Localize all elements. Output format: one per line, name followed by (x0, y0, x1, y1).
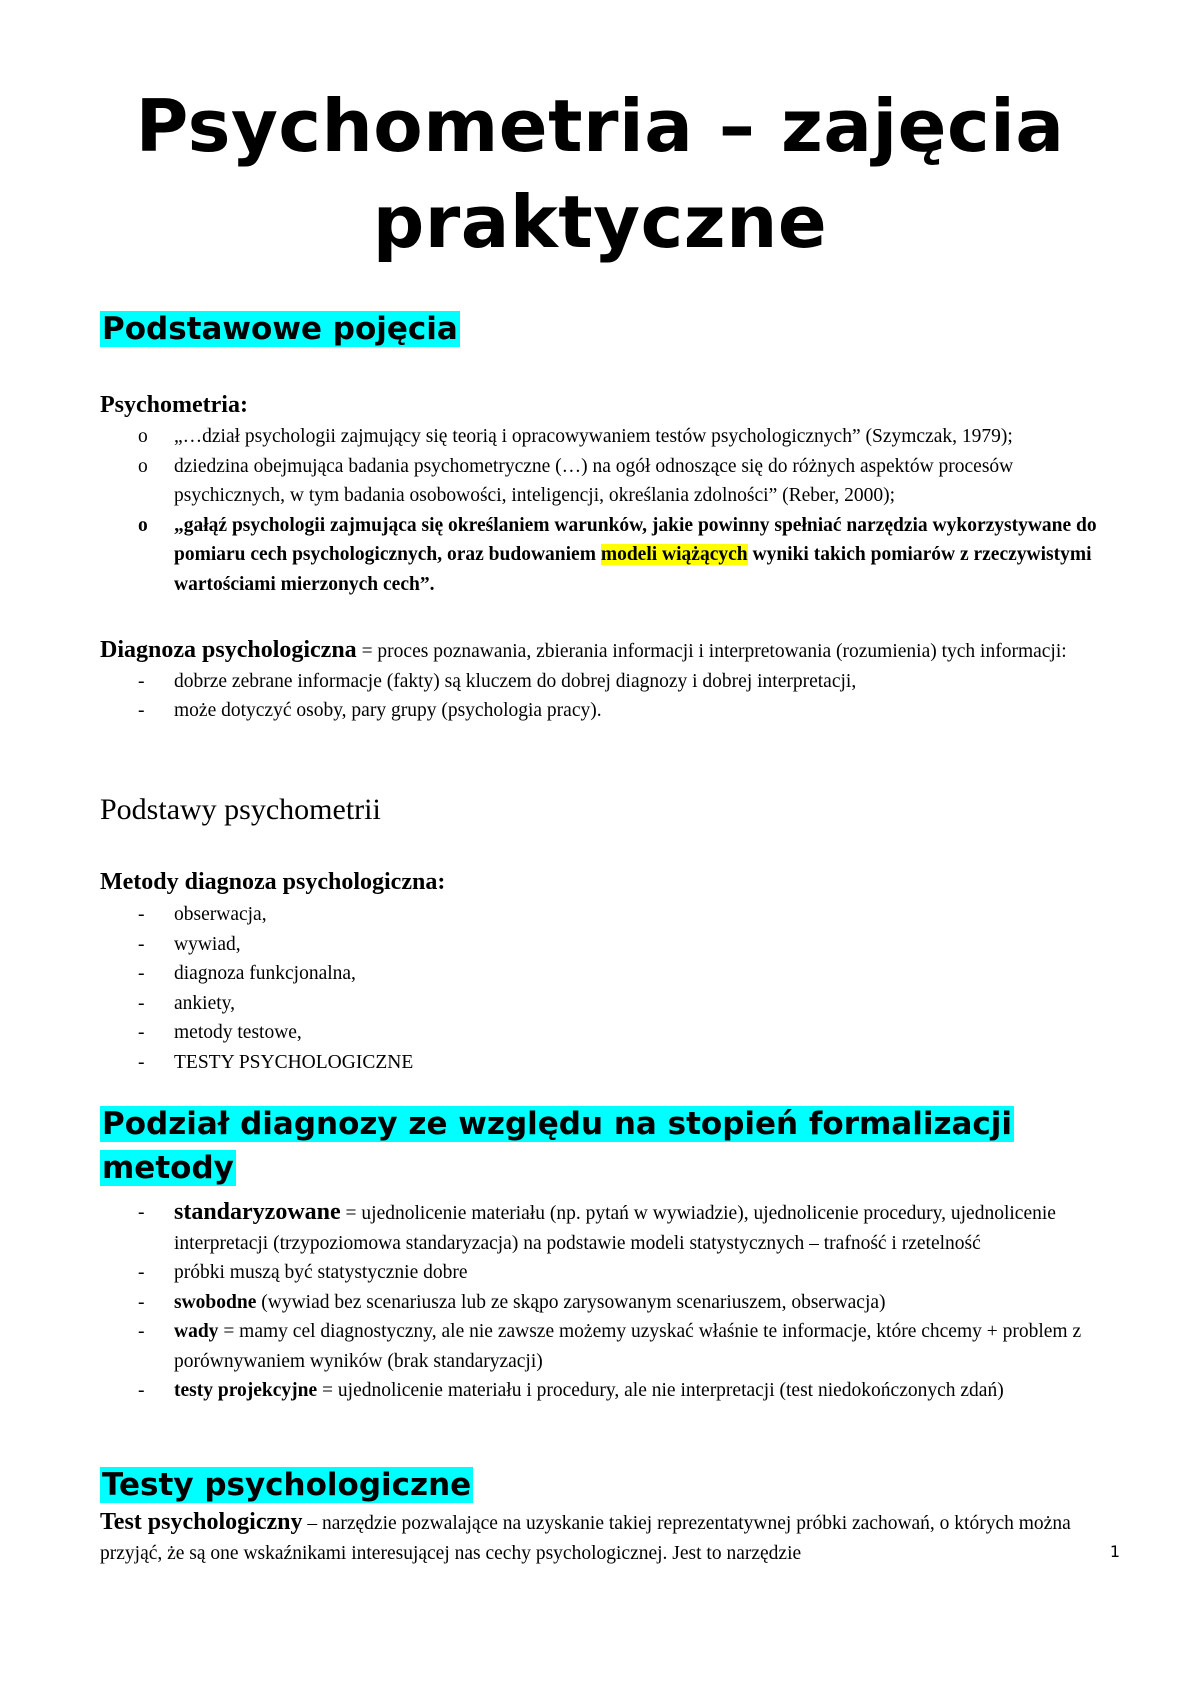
list-marker: - (138, 963, 145, 984)
list-item-text: „gałąź psychologii zajmująca się określaniem warunków, jakie powinny spełniać narzędzia wykorzystywane do pomiaru cech psychologicznych, oraz budowaniem (174, 514, 1097, 565)
list-item-text: = ujednolicenie materiału (np. pytań w wywiadzie), ujednolicenie procedury, ujednolicenie interpretacji (trzypoziomowa standaryzacja) na podstawie modeli statystycznych – trafność i rzetelność (174, 1203, 1056, 1254)
diagnoza-term: Diagnoza psychologiczna (100, 637, 357, 663)
podzial-block (100, 1198, 1120, 1406)
list-item (100, 667, 1120, 697)
test-definition-text: – narzędzie pozwalające na uzyskanie takiej reprezentatywnej próbki zachowań, o których można przyjąć, że są one wskaźnikami interesującej nas cechy psychologicznej. Jest to narzędzie (100, 1513, 1071, 1564)
document-title: Psychometria – zajęcia praktyczne (135, 84, 1065, 264)
metody-block (100, 900, 1120, 1077)
psychometria-definitions (100, 388, 1120, 599)
list-marker: - (138, 1262, 145, 1283)
diagnoza-definition-text: = proces poznawania, zbierania informacji i interpretowania (rozumienia) tych informacji: (356, 641, 1067, 662)
list-item (100, 1258, 1120, 1288)
section-heading-podzial-diagnozy (100, 1102, 1014, 1190)
page-number: 1 (1109, 1542, 1120, 1561)
podzial-list (100, 1198, 1120, 1406)
list-item (100, 452, 1120, 511)
section-heading-podstawy-psychometrii: Podstawy psychometrii (100, 793, 381, 826)
list-item-text: obserwacja, (174, 904, 267, 925)
list-item (100, 1048, 1120, 1078)
metody-subheading: Metody diagnoza psychologiczna: (100, 869, 446, 895)
section-heading-testy-psychologiczne (100, 1462, 473, 1508)
list-item-text: próbki muszą być statystycznie dobre (174, 1262, 468, 1283)
list-marker: o (138, 514, 148, 536)
list-marker: - (138, 670, 145, 692)
psychometria-label: Psychometria: (100, 392, 248, 418)
list-marker: - (138, 1380, 145, 1401)
list-item-text: = ujednolicenie materiału i procedury, ale nie interpretacji (test niedokończonych zdań) (317, 1380, 1004, 1401)
list-item-text: może dotyczyć osoby, pary grupy (psychologia pracy). (174, 700, 602, 721)
list-item (100, 1198, 1120, 1258)
section-heading-text: Testy psychologiczne (102, 1467, 472, 1503)
list-item (100, 1317, 1120, 1376)
list-item-text: ankiety, (174, 992, 236, 1014)
diagnoza-paragraph (100, 636, 1120, 667)
list-item-text: = mamy cel diagnostyczny, ale nie zawsze możemy uzyskać właśnie te informacje, które chcemy + problem z porównywaniem wyników (brak standaryzacji) (174, 1321, 1082, 1372)
list-item (100, 696, 1120, 726)
list-marker: - (138, 1202, 145, 1223)
list-item (100, 930, 1120, 960)
psychometria-list (100, 422, 1120, 599)
section-heading-text: metody (102, 1150, 234, 1186)
list-marker: o (138, 455, 148, 477)
section-heading-podstawowe-pojecia (100, 306, 460, 352)
list-item (100, 511, 1120, 600)
term-swobodne: swobodne (174, 1291, 257, 1313)
list-marker: - (138, 933, 145, 955)
list-item-text: dziedzina obejmująca badania psychometryczne (…) na ogół odnoszące się do różnych aspektów procesów psychicznych, w tym badania osobowości, inteligencji, określania zdolności” (Reber, 2000); (174, 455, 1014, 506)
list-marker: - (138, 992, 145, 1014)
test-definition (100, 1508, 1120, 1568)
list-item (100, 959, 1120, 989)
list-marker: o (138, 426, 148, 447)
list-marker: - (138, 1051, 145, 1073)
list-item (100, 900, 1120, 930)
list-item-text: wyniki takich pomiarów z rzeczywistymi wartościami mierzonych cech”. (174, 544, 1092, 595)
highlighted-phrase: modeli wiążących (600, 544, 748, 565)
list-marker: - (138, 700, 145, 721)
list-item (100, 1288, 1120, 1318)
list-item (100, 989, 1120, 1019)
list-marker: - (138, 1022, 145, 1043)
list-item-text: dobrze zebrane informacje (fakty) są kluczem do dobrej diagnozy i dobrej interpretacji, (174, 670, 857, 692)
section-heading-text: Podział diagnozy ze względu na stopień formalizacji (102, 1106, 1013, 1142)
list-item-text: TESTY PSYCHOLOGICZNE (174, 1051, 414, 1073)
list-marker: - (138, 904, 145, 925)
list-item-text: wywiad, (174, 933, 241, 955)
term-testy-projekcyjne: testy projekcyjne (174, 1380, 318, 1401)
term-wady: wady (174, 1321, 219, 1342)
list-item-text: diagnoza funkcjonalna, (174, 963, 356, 984)
diagnoza-definition (100, 636, 1120, 726)
term-standaryzowane: standaryzowane (174, 1199, 341, 1225)
test-term: Test psychologiczny (100, 1509, 303, 1535)
list-marker: - (138, 1321, 145, 1342)
list-item-text: (wywiad bez scenariusza lub ze skąpo zarysowanym scenariuszem, obserwacja) (256, 1291, 886, 1313)
list-marker: - (138, 1291, 145, 1313)
list-item (100, 422, 1120, 452)
list-item-text: metody testowe, (174, 1022, 302, 1043)
list-item-text: „…dział psychologii zajmujący się teorią i opracowywaniem testów psychologicznych” (Szymczak, 1979); (174, 426, 1013, 447)
section-heading-text: Podstawowe pojęcia (102, 311, 458, 347)
metody-list (100, 900, 1120, 1077)
diagnoza-list (100, 667, 1120, 726)
list-item (100, 1018, 1120, 1048)
list-item (100, 1376, 1120, 1406)
